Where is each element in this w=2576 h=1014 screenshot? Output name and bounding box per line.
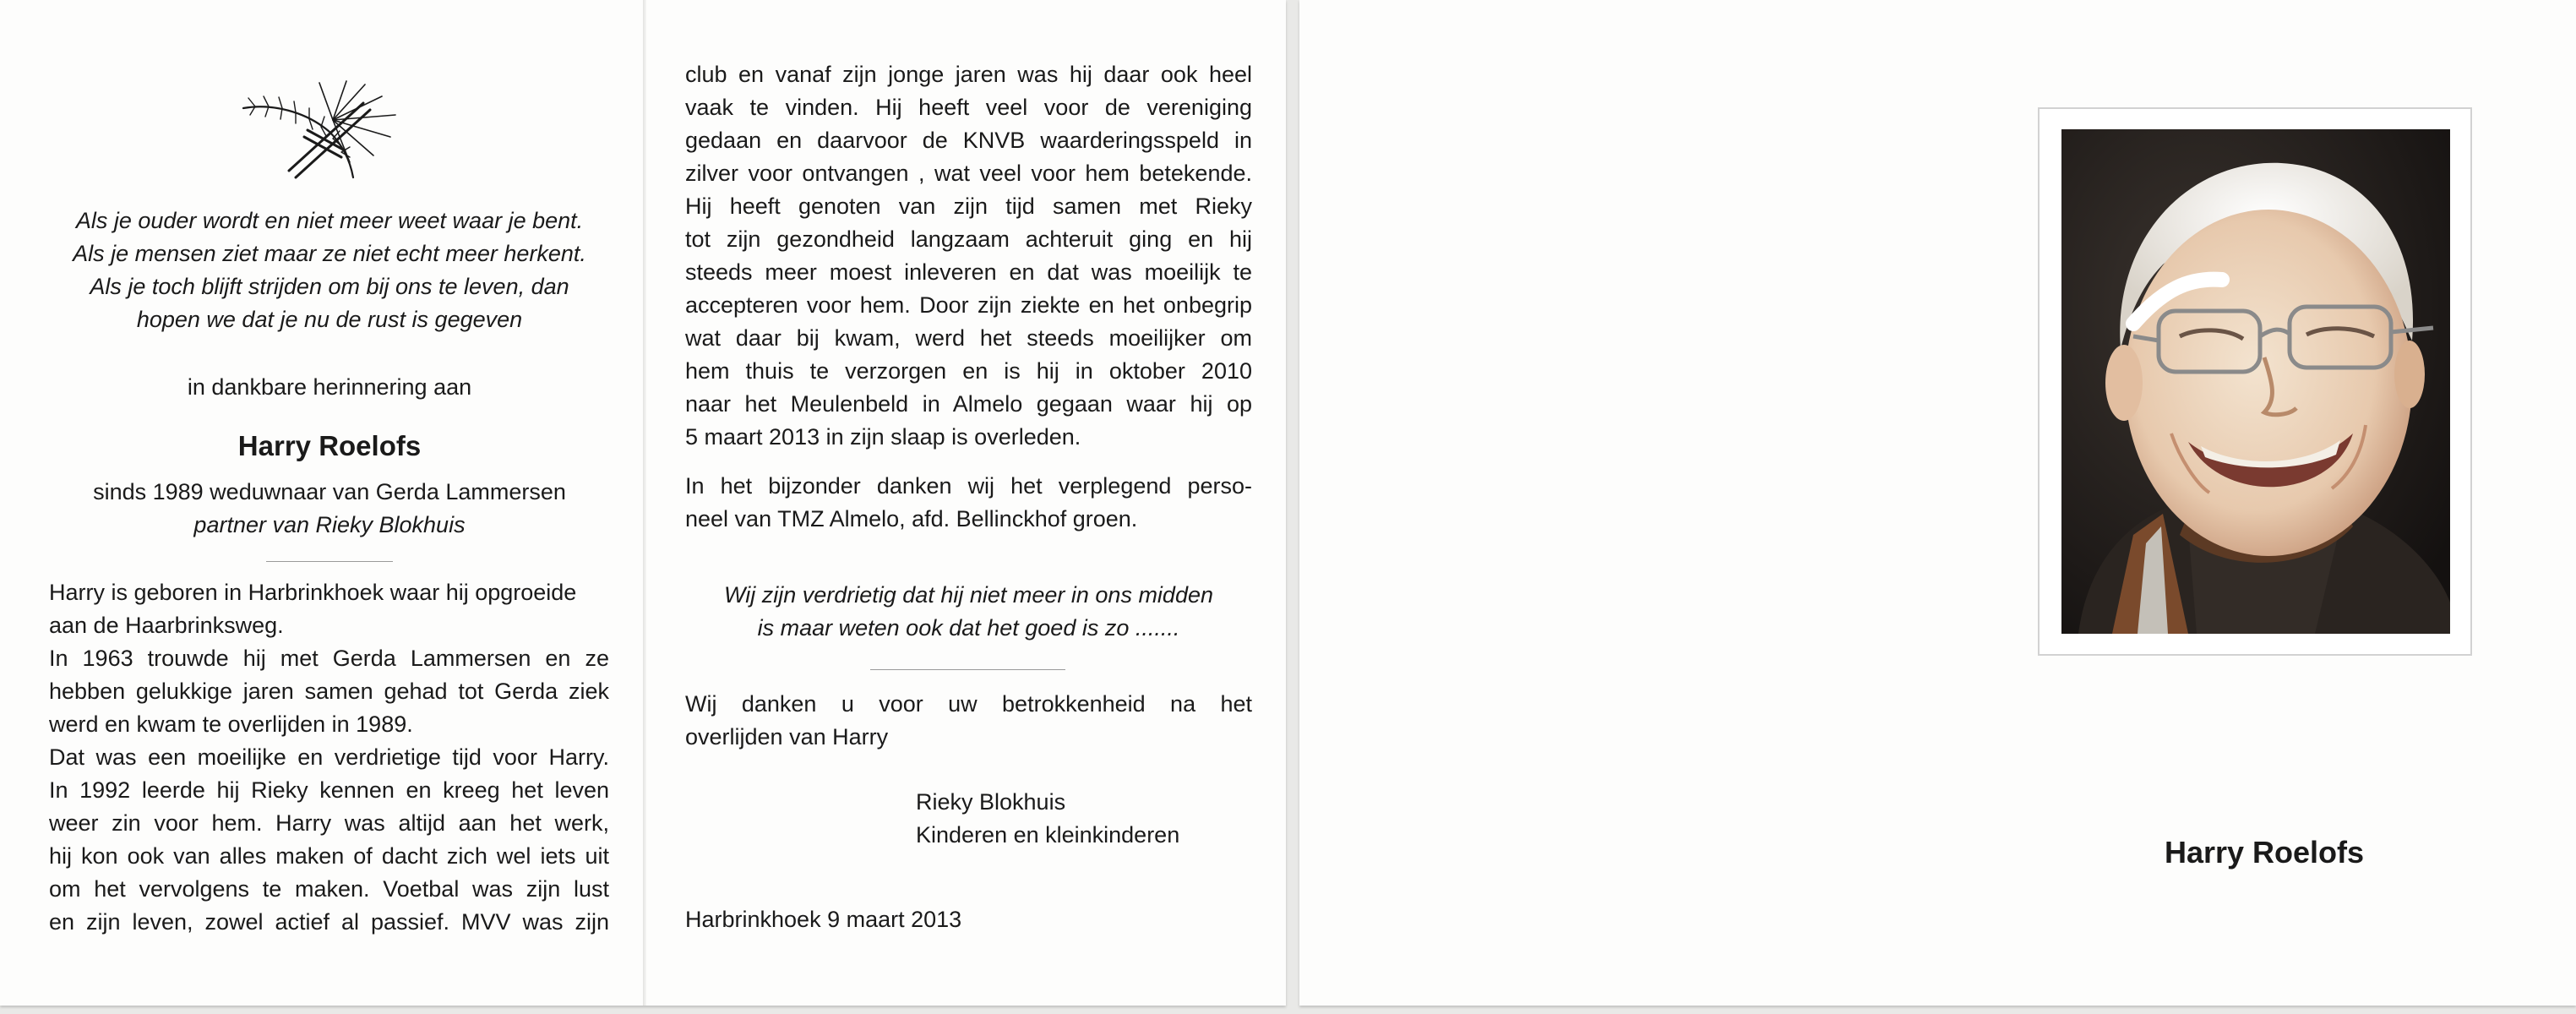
bio-line: wat daar bij kwam, werd het steeds moeilijker om: [685, 325, 1252, 351]
bio-line: In 1992 leerde hij Rieky kennen en kreeg het leven: [49, 777, 609, 803]
verse-line: hopen we dat je nu de rust is gegeven: [136, 307, 523, 332]
deceased-name: Harry Roelofs: [237, 430, 422, 461]
bio-line: om het vervolgens te maken. Voetbal was zijn lust: [49, 876, 609, 902]
partner-line: partner van Rieky Blokhuis: [193, 512, 466, 537]
left-panel: [0, 0, 643, 1006]
bio-line: weer zin voor hem. Harry was altijd aan het werk,: [49, 810, 609, 836]
cover-name: Harry Roelofs: [2164, 835, 2365, 870]
verse-line: Als je toch blijft strijden om bij ons te leven, dan: [90, 274, 569, 299]
signature-line: Kinderen en kleinkinderen: [916, 822, 1180, 848]
biography-part-2: [685, 58, 1252, 454]
bio-line: 5 maart 2013 in zijn slaap is overleden.: [685, 424, 1081, 450]
bio-line: hij kon ook van alles maken of dacht zich wel iets uit: [49, 843, 609, 869]
in-memory-line: in dankbare herinnering aan: [187, 374, 472, 400]
verse-line: Als je mensen ziet maar ze niet echt meer herkent.: [73, 241, 586, 266]
opening-verse: [51, 204, 608, 336]
portrait-frame: [2038, 107, 2472, 656]
bio-line: steeds meer moest inleveren en dat was moeilijk te: [685, 259, 1252, 285]
thanks-line: Wij danken u voor uw betrokkenheid na het: [685, 691, 1252, 717]
signature-line: Rieky Blokhuis: [916, 789, 1066, 815]
closing-verse: [685, 579, 1252, 645]
bio-line: Hij heeft genoten van zijn tijd samen met Rieky: [685, 194, 1252, 219]
thanks-readers: [685, 688, 1252, 754]
widower-line: sinds 1989 weduwnaar van Gerda Lammersen: [93, 479, 566, 504]
inner-spread: [0, 0, 1286, 1006]
bio-line: Dat was een moeilijke en verdrietige tijd voor Harry.: [49, 744, 609, 770]
verse-line: Als je ouder wordt en niet meer weet waar je bent.: [75, 208, 584, 233]
divider: [870, 669, 1065, 670]
bio-line: Harry is geboren in Harbrinkhoek waar hij opgroeide: [49, 580, 577, 605]
bio-line: vaak te vinden. Hij heeft veel voor de vereniging: [685, 95, 1252, 120]
bio-line: gedaan en daarvoor de KNVB waarderingsspeld in: [685, 128, 1252, 153]
portrait-illustration: [2061, 129, 2450, 634]
relations-block: [51, 476, 608, 542]
bio-line: tot zijn gezondheid langzaam achteruit ging en hij: [685, 226, 1252, 252]
divider: [266, 561, 393, 562]
thanks-line: In het bijzonder danken wij het verplegend perso-: [685, 473, 1252, 499]
cross-with-palm-icon: [238, 78, 407, 186]
bio-line: hebben gelukkige jaren samen gehad tot Gerda ziek: [49, 679, 609, 704]
thanks-line: overlijden van Harry: [685, 724, 889, 750]
biography-part-1: [49, 576, 609, 939]
bio-line: In 1963 trouwde hij met Gerda Lammersen en ze: [49, 646, 609, 671]
thanks-staff: [685, 470, 1252, 536]
signature-block: [916, 786, 1271, 852]
thanks-line: neel van TMZ Almelo, afd. Bellinckhof groen.: [685, 506, 1138, 532]
verse-line: Wij zijn verdrietig dat hij niet meer in ons midden: [723, 582, 1213, 608]
bio-line: zilver voor ontvangen , wat veel voor hem betekende.: [685, 161, 1252, 186]
bio-line: aan de Haarbrinksweg.: [49, 613, 284, 638]
bio-line: accepteren voor hem. Door zijn ziekte en het onbegrip: [685, 292, 1252, 318]
verse-line: is maar weten ook dat het goed is zo .......: [757, 615, 1180, 641]
bio-line: en zijn leven, zowel actief al passief. MVV was zijn: [49, 909, 609, 935]
bio-line: werd en kwam te overlijden in 1989.: [49, 711, 413, 737]
place-date: Harbrinkhoek 9 maart 2013: [685, 907, 962, 932]
portrait-photo: [2061, 129, 2450, 634]
bio-line: hem thuis te verzorgen en is hij in oktober 2010: [685, 358, 1252, 384]
bio-line: club en vanaf zijn jonge jaren was hij daar ook heel: [685, 62, 1252, 87]
bio-line: naar het Meulenbeld in Almelo gegaan waar hij op: [685, 391, 1252, 417]
